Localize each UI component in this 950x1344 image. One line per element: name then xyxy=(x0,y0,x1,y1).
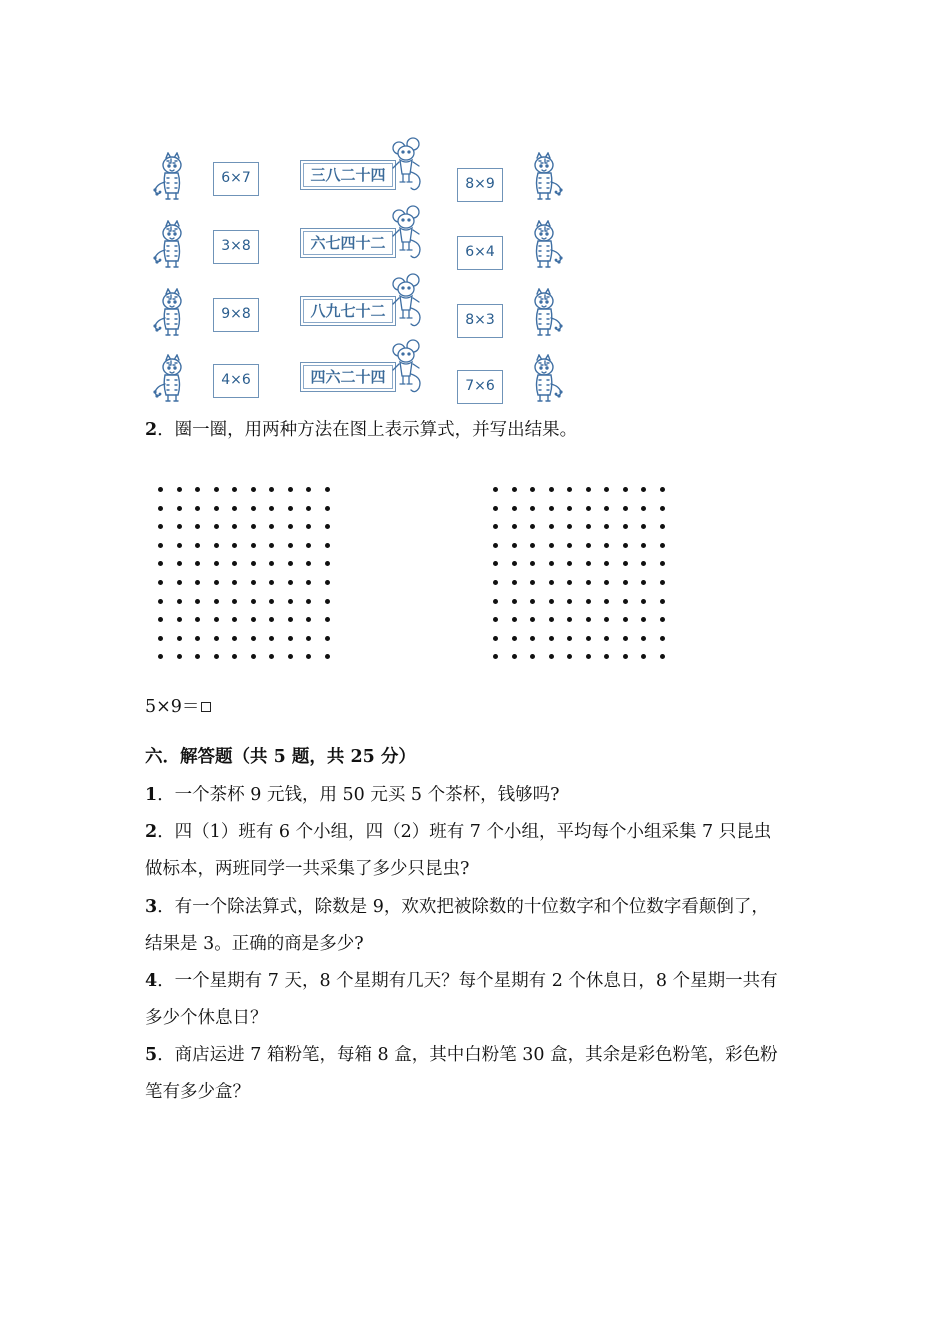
grid-dot xyxy=(195,506,200,511)
problem-2 xyxy=(145,820,771,844)
mouse-icon xyxy=(385,204,427,262)
grid-dot xyxy=(288,506,293,511)
grid-dot xyxy=(195,580,200,585)
grid-dot xyxy=(567,580,572,585)
grid-dot xyxy=(604,654,609,659)
grid-dot xyxy=(530,636,535,641)
grid-dot xyxy=(177,654,182,659)
grid-dot xyxy=(493,543,498,548)
grid-dot xyxy=(158,506,163,511)
grid-dot xyxy=(586,506,591,511)
equation-text: 5×9＝ xyxy=(145,697,200,717)
match-row-2 xyxy=(145,220,585,280)
grid-dot xyxy=(177,506,182,511)
grid-dot xyxy=(158,617,163,622)
grid-dot xyxy=(306,580,311,585)
problem-text: ．四（1）班有 6 个小组，四（2）班有 7 个小组，平均每个小组采集 7 只昆虫 xyxy=(157,822,772,842)
grid-dot xyxy=(269,636,274,641)
problem-text: ．商店运进 7 箱粉笔，每箱 8 盒，其中白粉笔 30 盒，其余是彩色粉笔，彩色粉 xyxy=(157,1045,778,1065)
grid-dot xyxy=(549,617,554,622)
grid-dot xyxy=(530,543,535,548)
problem-number: 1 xyxy=(145,785,158,805)
multiplication-rhyme[interactable] xyxy=(300,160,396,190)
grid-dot xyxy=(567,636,572,641)
grid-dot xyxy=(586,617,591,622)
problem-2-continued: 做标本，两班同学一共采集了多少只昆虫? xyxy=(145,859,470,879)
cat-icon xyxy=(530,288,566,342)
grid-dot xyxy=(232,506,237,511)
grid-dot xyxy=(269,617,274,622)
grid-dot xyxy=(269,561,274,566)
grid-dot xyxy=(530,599,535,604)
grid-dot xyxy=(549,506,554,511)
grid-dot xyxy=(158,580,163,585)
grid-dot xyxy=(288,580,293,585)
grid-dot xyxy=(530,524,535,529)
grid-dot xyxy=(177,617,182,622)
grid-dot xyxy=(512,543,517,548)
grid-dot xyxy=(269,506,274,511)
grid-dot xyxy=(660,487,665,492)
question-2 xyxy=(145,418,577,442)
grid-dot xyxy=(604,487,609,492)
grid-dot xyxy=(251,580,256,585)
grid-dot xyxy=(325,617,330,622)
grid-dot xyxy=(251,617,256,622)
grid-dot xyxy=(549,636,554,641)
match-row-1 xyxy=(145,152,585,212)
grid-dot xyxy=(641,617,646,622)
grid-dot xyxy=(641,524,646,529)
grid-dot xyxy=(214,654,219,659)
grid-dot xyxy=(269,543,274,548)
section-title: 六．解答题（共 5 题，共 25 分） xyxy=(145,747,416,767)
cat-icon xyxy=(150,152,186,206)
grid-dot xyxy=(623,543,628,548)
grid-dot xyxy=(493,617,498,622)
grid-dot xyxy=(549,561,554,566)
left-expression[interactable]: 3×8 xyxy=(213,230,259,264)
grid-dot xyxy=(232,580,237,585)
question-number: 2 xyxy=(145,420,158,440)
grid-dot xyxy=(232,543,237,548)
grid-dot xyxy=(530,617,535,622)
grid-dot xyxy=(288,617,293,622)
cat-icon xyxy=(150,288,186,342)
grid-dot xyxy=(604,506,609,511)
equation xyxy=(145,695,211,719)
grid-dot xyxy=(251,487,256,492)
problem-4 xyxy=(145,969,778,993)
grid-dot xyxy=(530,654,535,659)
problem-text: ．一个星期有 7 天，8 个星期有几天？每个星期有 2 个休息日，8 个星期一共有 xyxy=(157,971,778,991)
dot-grid-right[interactable] xyxy=(493,487,678,673)
grid-dot xyxy=(251,599,256,604)
grid-dot xyxy=(288,599,293,604)
grid-dot xyxy=(586,487,591,492)
grid-dot xyxy=(586,654,591,659)
grid-dot xyxy=(232,636,237,641)
problem-number: 2 xyxy=(145,822,158,842)
grid-dot xyxy=(195,543,200,548)
grid-dot xyxy=(623,561,628,566)
grid-dot xyxy=(567,561,572,566)
grid-dot xyxy=(549,543,554,548)
grid-dot xyxy=(530,561,535,566)
grid-dot xyxy=(269,580,274,585)
grid-dot xyxy=(623,580,628,585)
problem-text: ．有一个除法算式，除数是 9，欢欢把被除数的十位数字和个位数字看颠倒了， xyxy=(157,897,769,917)
grid-dot xyxy=(232,654,237,659)
grid-dot xyxy=(214,543,219,548)
mouse-icon xyxy=(385,272,427,330)
grid-dot xyxy=(177,599,182,604)
grid-dot xyxy=(604,599,609,604)
grid-dot xyxy=(306,524,311,529)
grid-dot xyxy=(214,599,219,604)
multiplication-rhyme[interactable] xyxy=(300,362,396,392)
cat-icon xyxy=(530,354,566,408)
grid-dot xyxy=(604,636,609,641)
grid-dot xyxy=(641,487,646,492)
grid-dot xyxy=(306,487,311,492)
problem-number: 5 xyxy=(145,1045,158,1065)
grid-dot xyxy=(251,543,256,548)
grid-dot xyxy=(158,524,163,529)
grid-dot xyxy=(269,487,274,492)
right-expression[interactable]: 7×6 xyxy=(457,370,503,404)
grid-dot xyxy=(641,599,646,604)
grid-dot xyxy=(177,524,182,529)
grid-dot xyxy=(306,599,311,604)
grid-dot xyxy=(288,561,293,566)
grid-dot xyxy=(493,561,498,566)
grid-dot xyxy=(660,543,665,548)
grid-dot xyxy=(512,580,517,585)
grid-dot xyxy=(493,524,498,529)
grid-dot xyxy=(251,561,256,566)
grid-dot xyxy=(530,487,535,492)
grid-dot xyxy=(604,524,609,529)
grid-dot xyxy=(214,487,219,492)
cat-icon xyxy=(530,220,566,274)
grid-dot xyxy=(288,654,293,659)
grid-dot xyxy=(177,636,182,641)
grid-dot xyxy=(195,599,200,604)
grid-dot xyxy=(604,580,609,585)
grid-dot xyxy=(623,617,628,622)
grid-dot xyxy=(586,543,591,548)
grid-dot xyxy=(549,487,554,492)
problem-3-continued: 结果是 3。正确的商是多少? xyxy=(145,934,364,954)
grid-dot xyxy=(251,654,256,659)
grid-dot xyxy=(641,543,646,548)
grid-dot xyxy=(214,617,219,622)
grid-dot xyxy=(177,487,182,492)
grid-dot xyxy=(586,636,591,641)
cat-icon xyxy=(530,152,566,206)
grid-dot xyxy=(530,506,535,511)
grid-dot xyxy=(549,654,554,659)
cat-icon xyxy=(150,354,186,408)
grid-dot xyxy=(251,524,256,529)
grid-dot xyxy=(325,487,330,492)
grid-dot xyxy=(623,506,628,511)
grid-dot xyxy=(567,617,572,622)
grid-dot xyxy=(623,599,628,604)
left-expression[interactable]: 6×7 xyxy=(213,162,259,196)
grid-dot xyxy=(158,654,163,659)
grid-dot xyxy=(641,580,646,585)
grid-dot xyxy=(158,487,163,492)
grid-dot xyxy=(195,636,200,641)
grid-dot xyxy=(232,487,237,492)
grid-dot xyxy=(306,654,311,659)
grid-dot xyxy=(660,654,665,659)
grid-dot xyxy=(232,599,237,604)
grid-dot xyxy=(530,580,535,585)
grid-dot xyxy=(195,561,200,566)
grid-dot xyxy=(214,580,219,585)
grid-dot xyxy=(493,580,498,585)
grid-dot xyxy=(641,561,646,566)
right-expression[interactable]: 6×4 xyxy=(457,236,503,270)
mouse-icon xyxy=(385,338,427,396)
grid-dot xyxy=(512,524,517,529)
question-text: ．圈一圈，用两种方法在图上表示算式，并写出结果。 xyxy=(157,420,578,440)
matching-figure xyxy=(145,120,585,410)
grid-dot xyxy=(325,524,330,529)
left-expression[interactable]: 4×6 xyxy=(213,364,259,398)
grid-dot xyxy=(567,654,572,659)
grid-dot xyxy=(623,524,628,529)
problem-text: ．一个茶杯 9 元钱，用 50 元买 5 个茶杯，钱够吗? xyxy=(157,785,560,805)
grid-dot xyxy=(512,599,517,604)
grid-dot xyxy=(623,636,628,641)
grid-dot xyxy=(232,617,237,622)
grid-dot xyxy=(623,487,628,492)
grid-dot xyxy=(251,636,256,641)
grid-dot xyxy=(306,506,311,511)
grid-dot xyxy=(325,543,330,548)
grid-dot xyxy=(251,506,256,511)
grid-dot xyxy=(325,636,330,641)
problem-number: 3 xyxy=(145,897,158,917)
grid-dot xyxy=(623,654,628,659)
grid-dot xyxy=(177,561,182,566)
mouse-icon xyxy=(385,136,427,194)
problem-5-continued: 笔有多少盒？ xyxy=(145,1082,250,1102)
match-row-3 xyxy=(145,288,585,348)
grid-dot xyxy=(586,599,591,604)
grid-dot xyxy=(604,543,609,548)
grid-dot xyxy=(512,636,517,641)
answer-box[interactable] xyxy=(201,702,211,712)
grid-dot xyxy=(512,654,517,659)
grid-dot xyxy=(549,524,554,529)
grid-dot xyxy=(512,561,517,566)
grid-dot xyxy=(325,599,330,604)
grid-dot xyxy=(660,524,665,529)
grid-dot xyxy=(214,561,219,566)
grid-dot xyxy=(567,599,572,604)
problem-1 xyxy=(145,783,559,807)
grid-dot xyxy=(586,580,591,585)
grid-dot xyxy=(306,543,311,548)
match-row-4 xyxy=(145,354,585,414)
multiplication-rhyme[interactable] xyxy=(300,228,396,258)
grid-dot xyxy=(195,654,200,659)
grid-dot xyxy=(567,487,572,492)
cat-icon xyxy=(150,220,186,274)
grid-dot xyxy=(660,580,665,585)
problem-5 xyxy=(145,1043,778,1067)
grid-dot xyxy=(604,617,609,622)
grid-dot xyxy=(288,543,293,548)
grid-dot xyxy=(512,487,517,492)
grid-dot xyxy=(493,599,498,604)
grid-dot xyxy=(325,506,330,511)
grid-dot xyxy=(325,561,330,566)
grid-dot xyxy=(604,561,609,566)
grid-dot xyxy=(660,617,665,622)
grid-dot xyxy=(493,636,498,641)
grid-dot xyxy=(512,617,517,622)
right-expression[interactable]: 8×9 xyxy=(457,168,503,202)
grid-dot xyxy=(660,636,665,641)
grid-dot xyxy=(195,487,200,492)
multiplication-rhyme[interactable] xyxy=(300,296,396,326)
grid-dot xyxy=(493,487,498,492)
grid-dot xyxy=(269,654,274,659)
rhyme-text: 六七四十二 xyxy=(303,231,393,255)
grid-dot xyxy=(177,580,182,585)
rhyme-text: 四六二十四 xyxy=(303,365,393,389)
left-expression[interactable]: 9×8 xyxy=(213,298,259,332)
grid-dot xyxy=(641,654,646,659)
problem-number: 4 xyxy=(145,971,158,991)
grid-dot xyxy=(232,561,237,566)
grid-dot xyxy=(269,524,274,529)
grid-dot xyxy=(567,524,572,529)
grid-dot xyxy=(641,506,646,511)
grid-dot xyxy=(306,636,311,641)
grid-dot xyxy=(549,599,554,604)
grid-dot xyxy=(549,580,554,585)
grid-dot xyxy=(586,561,591,566)
grid-dot xyxy=(158,543,163,548)
grid-dot xyxy=(325,654,330,659)
grid-dot xyxy=(195,524,200,529)
grid-dot xyxy=(195,617,200,622)
grid-dot xyxy=(214,524,219,529)
problem-3 xyxy=(145,895,769,919)
rhyme-text: 八九七十二 xyxy=(303,299,393,323)
grid-dot xyxy=(288,636,293,641)
grid-dot xyxy=(567,543,572,548)
grid-dot xyxy=(325,580,330,585)
grid-dot xyxy=(158,636,163,641)
grid-dot xyxy=(214,636,219,641)
grid-dot xyxy=(288,524,293,529)
grid-dot xyxy=(512,506,517,511)
grid-dot xyxy=(232,524,237,529)
grid-dot xyxy=(269,599,274,604)
right-expression[interactable]: 8×3 xyxy=(457,304,503,338)
grid-dot xyxy=(306,561,311,566)
grid-dot xyxy=(288,487,293,492)
grid-dot xyxy=(660,561,665,566)
grid-dot xyxy=(306,617,311,622)
rhyme-text: 三八二十四 xyxy=(303,163,393,187)
grid-dot xyxy=(493,506,498,511)
grid-dot xyxy=(158,561,163,566)
dot-grid-left[interactable] xyxy=(158,487,343,673)
grid-dot xyxy=(660,506,665,511)
grid-dot xyxy=(641,636,646,641)
grid-dot xyxy=(567,506,572,511)
grid-dot xyxy=(177,543,182,548)
grid-dot xyxy=(660,599,665,604)
grid-dot xyxy=(586,524,591,529)
grid-dot xyxy=(493,654,498,659)
grid-dot xyxy=(158,599,163,604)
grid-dot xyxy=(214,506,219,511)
problem-4-continued: 多少个休息日？ xyxy=(145,1008,268,1028)
